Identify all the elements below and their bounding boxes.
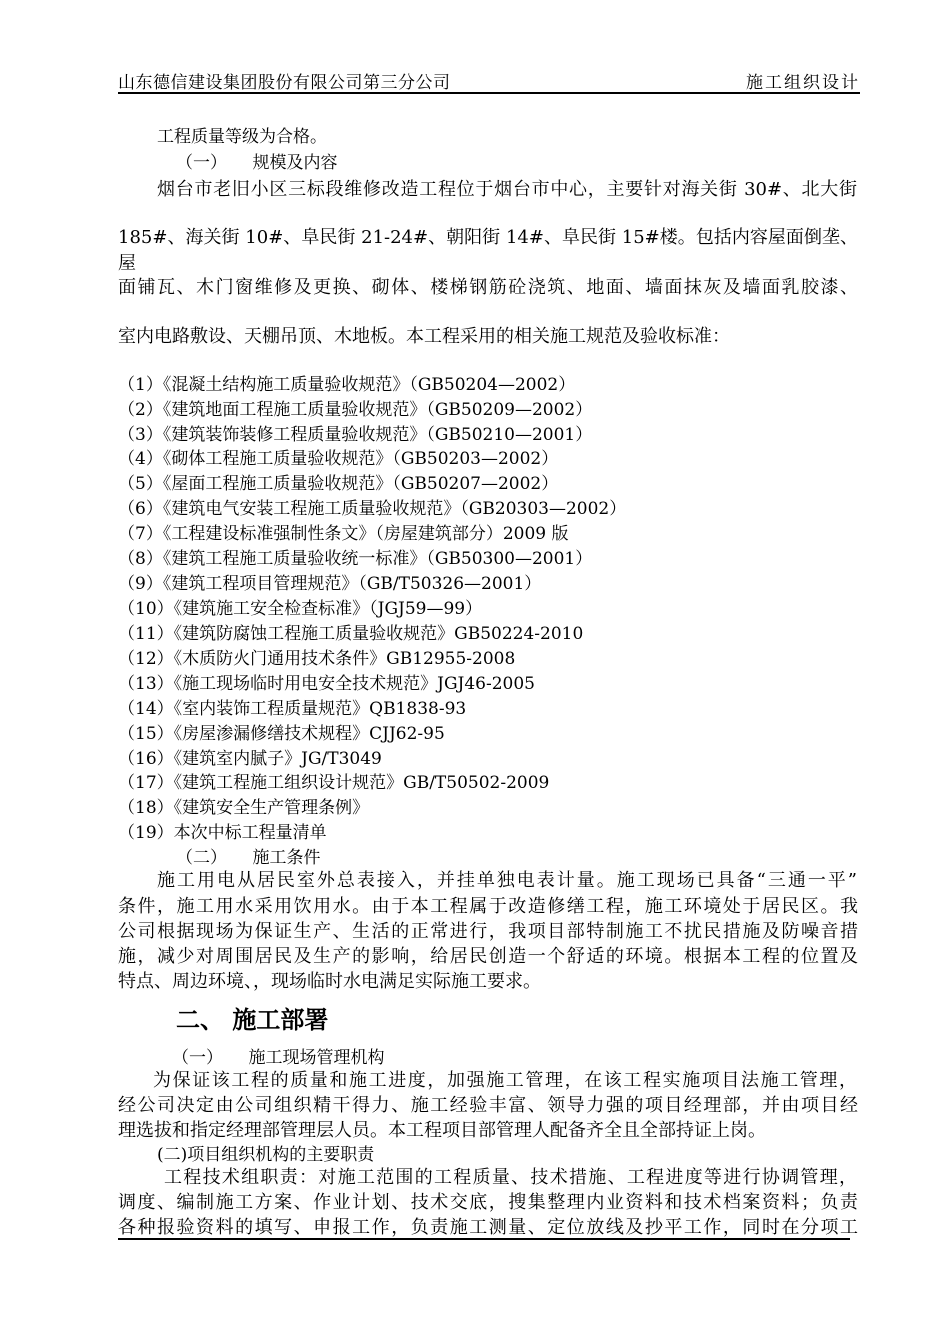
standard-item: （13）《施工现场临时用电安全技术规范》JGJ46-2005 xyxy=(118,674,535,694)
standard-item: （16）《建筑室内腻子》JG/T3049 xyxy=(118,749,382,769)
scale-para-line-4: 室内电路敷设、天棚吊顶、木地板。本工程采用的相关施工规范及验收标准： xyxy=(118,326,730,347)
conditions-para-line-3: 公司根据现场为保证生产、生活的正常进行，我项目部特制施工不扰民措施及防噪音措 xyxy=(118,921,858,942)
conditions-para-line-1: 施工用电从居民室外总表接入，并挂单独电表计量。施工现场已具备“三通一平” xyxy=(157,870,857,891)
quality-level-text: 工程质量等级为合格。 xyxy=(157,127,327,147)
page-header xyxy=(118,64,860,94)
standard-item: （7）《工程建设标准强制性条文》（房屋建筑部分）2009 版 xyxy=(118,524,569,544)
standard-item: （2）《建筑地面工程施工质量验收规范》（GB50209—2002） xyxy=(118,400,593,420)
scale-para-line-3: 面铺瓦、木门窗维修及更换、砌体、楼梯钢筋砼浇筑、地面、墙面抹灰及墙面乳胶漆、 xyxy=(118,277,858,298)
scale-para-line-1: 烟台市老旧小区三标段维修改造工程位于烟台市中心，主要针对海关街 30#、北大街 xyxy=(157,179,857,200)
standard-item: （5）《屋面工程施工质量验收规范》（GB50207—2002） xyxy=(118,474,559,494)
section-heading-duties: (二)项目组织机构的主要职责 xyxy=(157,1145,375,1165)
standard-item: （1）《混凝土结构施工质量验收规范》（GB50204—2002） xyxy=(118,375,576,395)
document-title: 施工组织设计 xyxy=(746,73,860,93)
management-para-line-1: 为保证该工程的质量和施工进度，加强施工管理，在该工程实施项目法施工管理， xyxy=(153,1070,857,1091)
standard-item: （18）《建筑安全生产管理条例》 xyxy=(118,798,370,818)
management-para-line-2: 经公司决定由公司组织精干得力、施工经验丰富、领导力强的项目经理部，并由项目经 xyxy=(118,1095,858,1116)
chapter-title: 二、 施工部署 xyxy=(176,1006,329,1034)
management-para-line-3: 理选拔和指定经理部管理层人员。本工程项目部管理人配备齐全且全部持证上岗。 xyxy=(118,1120,766,1141)
standard-item: （6）《建筑电气安装工程施工质量验收规范》（GB20303—2002） xyxy=(118,499,627,519)
conditions-para-line-4: 施，减少对周围居民及生产的影响，给居民创造一个舒适的环境。根据本工程的位置及 xyxy=(118,946,858,967)
standard-item: （15）《房屋渗漏修缮技术规程》CJJ62-95 xyxy=(118,724,445,744)
standard-item: （8）《建筑工程施工质量验收统一标准》（GB50300—2001） xyxy=(118,549,593,569)
company-name: 山东德信建设集团股份有限公司第三分公司 xyxy=(118,73,451,93)
standard-item: （12）《木质防火门通用技术条件》GB12955-2008 xyxy=(118,649,516,669)
duties-para-line-1: 工程技术组职责：对施工范围的工程质量、技术措施、工程进度等进行协调管理， xyxy=(164,1167,857,1188)
standard-item: （3）《建筑装饰装修工程质量验收规范》（GB50210—2001） xyxy=(118,425,593,445)
section-heading-scale: （一） 规模及内容 xyxy=(176,153,338,173)
duties-para-line-3: 各种报验资料的填写、申报工作，负责施工测量、定位放线及抄平工作，同时在分项工 xyxy=(118,1217,858,1238)
scale-para-line-2: 185#、海关街 10#、阜民街 21-24#、朝阳街 14#、阜民街 15#楼。包括内容屋面倒垄、屋 xyxy=(118,227,858,274)
standard-item: （14）《室内装饰工程质量规范》QB1838-93 xyxy=(118,699,467,719)
section-heading-conditions: （二） 施工条件 xyxy=(176,848,321,868)
standard-item: （10）《建筑施工安全检查标准》（JGJ59—99） xyxy=(118,599,483,619)
conditions-para-line-5: 特点、周边环境、，现场临时水电满足实际施工要求。 xyxy=(118,971,541,992)
section-heading-management: （一） 施工现场管理机构 xyxy=(172,1048,385,1068)
standard-item: （4）《砌体工程施工质量验收规范》（GB50203—2002） xyxy=(118,449,559,469)
conditions-para-line-2: 条件，施工用水采用饮用水。由于本工程属于改造修缮工程，施工环境处于居民区。我 xyxy=(118,896,858,917)
duties-para-line-2: 调度、编制施工方案、作业计划、技术交底，搜集整理内业资料和技术档案资料；负责 xyxy=(118,1192,858,1213)
standard-item: （11）《建筑防腐蚀工程施工质量验收规范》GB50224-2010 xyxy=(118,624,584,644)
standard-item: （17）《建筑工程施工组织设计规范》GB/T50502-2009 xyxy=(118,773,550,793)
standard-item: （9）《建筑工程项目管理规范》（GB/T50326—2001） xyxy=(118,574,542,594)
standard-item: （19）本次中标工程量清单 xyxy=(118,823,327,843)
footer-divider xyxy=(118,1238,850,1240)
